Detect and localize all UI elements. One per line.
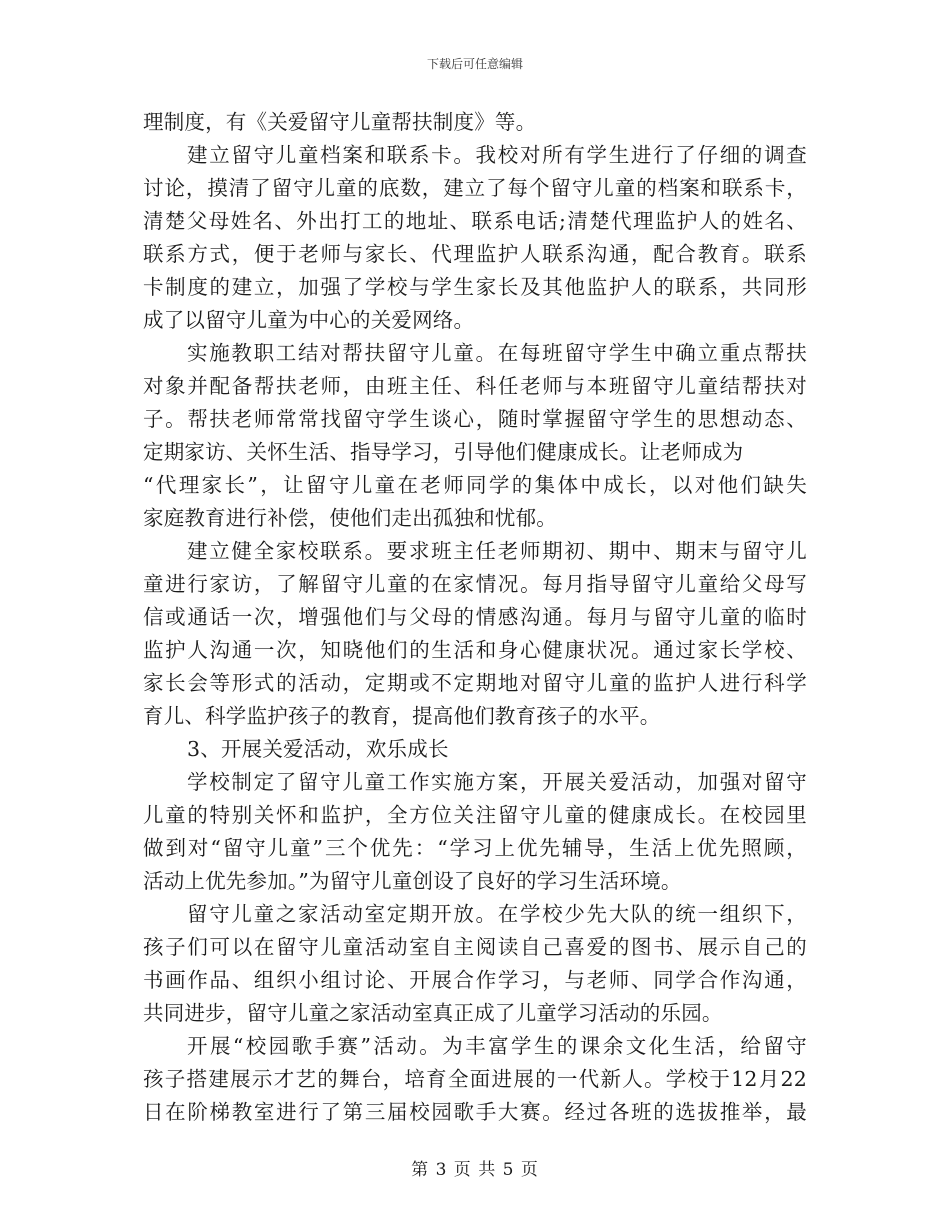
text-line: 书画作品、组织小组讨论、开展合作学习，与老师、同学合作沟通， [143,968,807,992]
text-line: 3、开展关爱活动，欢乐成长 [187,737,449,761]
paragraph [143,766,807,898]
paragraph [143,337,807,535]
paragraph [143,535,807,733]
document-body [143,106,807,1129]
section-heading [143,733,807,766]
text-line: 信或通话一次，增强他们与父母的情感沟通。每月与留守儿童的临时 [143,605,807,629]
text-line: 孩子搭建展示才艺的舞台，培育全面进展的一代新人。学校于12月22 [143,1067,807,1091]
text-line: 儿童的特别关怀和监护，全方位关注留守儿童的健康成长。在校园里 [143,803,807,827]
page-number: 第 3 页 共 5 页 [411,1160,539,1180]
text-line: 建立留守儿童档案和联系卡。我校对所有学生进行了仔细的调查 [187,143,807,167]
page-header-note: 下载后可任意编辑 [426,57,523,71]
paragraph [143,106,807,139]
text-line: 监护人沟通一次，知晓他们的生活和身心健康状况。通过家长学校、 [143,638,807,662]
text-line: 子。帮扶老师常常找留守学生谈心，随时掌握留守学生的思想动态、 [143,407,807,431]
text-line: 成了以留守儿童为中心的关爱网络。 [143,308,475,332]
text-line: 活动上优先参加。”为留守儿童创设了良好的学习生活环境。 [143,869,682,893]
text-line: 讨论，摸清了留守儿童的底数，建立了每个留守儿童的档案和联系卡， [143,176,807,200]
text-line: 育儿、科学监护孩子的教育，提高他们教育孩子的水平。 [143,704,661,728]
text-line: 日在阶梯教室进行了第三届校园歌手大赛。经过各班的选拔推举，最 [143,1100,807,1124]
text-line: 留守儿童之家活动室定期开放。在学校少先大队的统一组织下， [187,902,807,926]
text-line: 对象并配备帮扶老师，由班主任、科任老师与本班留守儿童结帮扶对 [143,374,807,398]
text-line: 开展“校园歌手赛”活动。为丰富学生的课余文化生活，给留守 [187,1034,807,1058]
text-line: 做到对“留守儿童”三个优先：“学习上优先辅导，生活上优先照顾， [143,836,807,860]
paragraph [143,898,807,1030]
text-line: 联系方式，便于老师与家长、代理监护人联系沟通，配合教育。联系 [143,242,807,266]
text-line: 家庭教育进行补偿，使他们走出孤独和忧郁。 [143,506,557,530]
text-line: 孩子们可以在留守儿童活动室自主阅读自己喜爱的图书、展示自己的 [143,935,807,959]
text-line: 童进行家访，了解留守儿童的在家情况。每月指导留守儿童给父母写 [143,572,807,596]
text-line: 清楚父母姓名、外出打工的地址、联系电话;清楚代理监护人的姓名、 [143,209,807,233]
paragraph [143,1030,807,1129]
text-line: “代理家长”，让留守儿童在老师同学的集体中成长，以对他们缺失 [143,473,807,497]
text-line: 建立健全家校联系。要求班主任老师期初、期中、期末与留守儿 [187,539,807,563]
text-line: 理制度，有《关爱留守儿童帮扶制度》等。 [143,110,537,134]
text-line: 卡制度的建立，加强了学校与学生家长及其他监护人的联系，共同形 [143,275,807,299]
text-line: 实施教职工结对帮扶留守儿童。在每班留守学生中确立重点帮扶 [187,341,807,365]
text-line: 共同进步，留守儿童之家活动室真正成了儿童学习活动的乐园。 [143,1001,723,1025]
text-line: 学校制定了留守儿童工作实施方案，开展关爱活动，加强对留守 [187,770,807,794]
paragraph [143,139,807,337]
text-line: 家长会等形式的活动，定期或不定期地对留守儿童的监护人进行科学 [143,671,807,695]
text-line: 定期家访、关怀生活、指导学习，引导他们健康成长。让老师成为 [143,440,744,464]
